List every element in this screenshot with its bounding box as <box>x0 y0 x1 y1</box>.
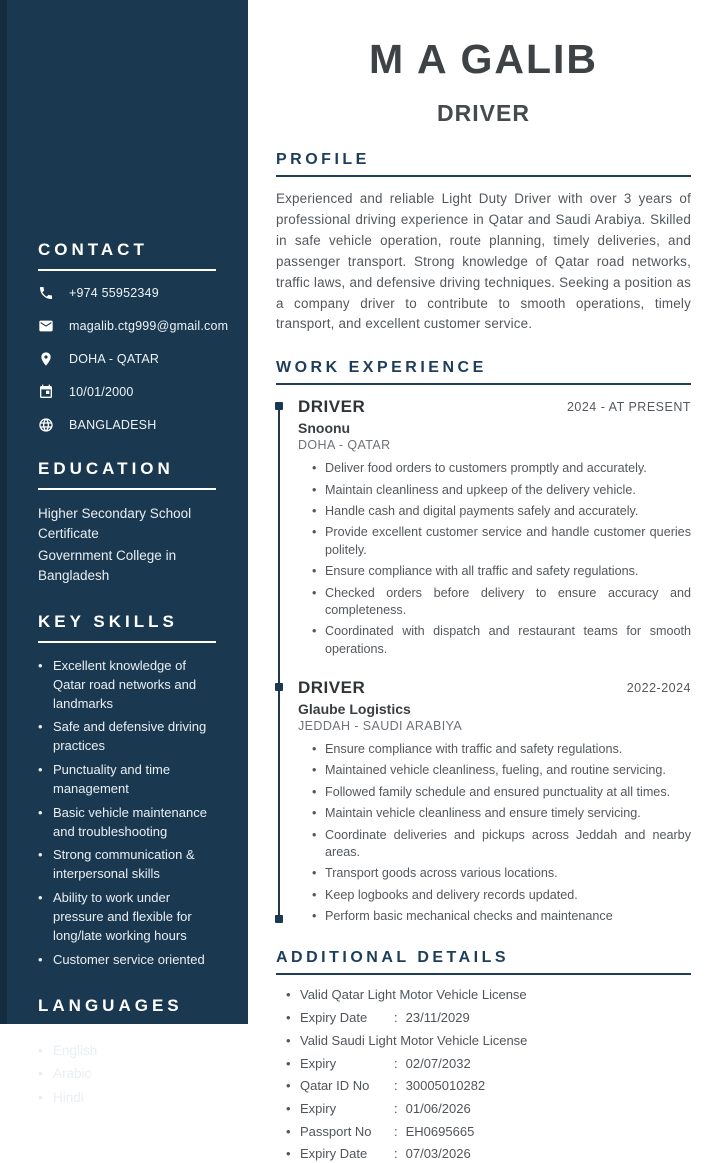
job-bullet: • Ensure compliance with all traffic and safety regulations. <box>312 563 691 580</box>
contact-item-birthdate <box>38 384 216 400</box>
skill-item: • Customer service oriented <box>38 951 216 970</box>
jobs-timeline <box>276 397 691 925</box>
contact-birthdate-text: 10/01/2000 <box>69 385 134 399</box>
detail-label: Expiry Date <box>300 1010 368 1026</box>
education-line: Higher Secondary School Certificate <box>38 506 192 541</box>
education-line: Government College in Bangladesh <box>38 547 177 583</box>
detail-item <box>286 1032 691 1050</box>
job-bullet: • Coordinate deliveries and pickups across Jeddah and nearby areas. <box>312 827 691 862</box>
profile-text: Experienced and reliable Light Duty Driver with over 3 years of professional driving experience in Qatar and Saudi Arabiya. Skilled in safe vehicle operation, route planning, timely deliveries, and passenger transport. Strong knowledge of Qatar road networks, traffic laws, and defensive driving techniques. Seeking a position as a company driver to contribute to smooth operations, timely transport, and excellent customer service. <box>276 191 691 332</box>
candidate-name: M A GALIB <box>368 36 599 82</box>
detail-separator: : <box>394 1078 398 1094</box>
contact-item-phone <box>38 285 216 301</box>
languages-section <box>38 996 216 1108</box>
job-title: DRIVER <box>298 678 366 698</box>
detail-label: Expiry <box>300 1055 337 1071</box>
detail-value: 30005010282 <box>405 1078 486 1094</box>
job-company: Snoonu <box>298 420 351 437</box>
contact-item-email <box>38 318 229 334</box>
detail-item <box>286 986 691 1004</box>
education-section <box>38 459 216 586</box>
language-item: • Arabic <box>38 1064 216 1084</box>
detail-value: EH0695665 <box>405 1123 475 1139</box>
additional-details-heading: ADDITIONAL DETAILS <box>276 949 691 975</box>
detail-label: Expiry <box>300 1100 337 1116</box>
detail-separator: : <box>394 1055 398 1071</box>
work-experience-section <box>276 359 691 925</box>
job-location: DOHA - QATAR <box>298 438 391 453</box>
job-bullet: • Transport goods across various locations. <box>312 865 691 882</box>
work-experience-heading: WORK EXPERIENCE <box>276 359 691 385</box>
detail-item <box>286 1077 691 1095</box>
detail-separator: : <box>394 1010 398 1026</box>
detail-item <box>286 1123 691 1141</box>
job-date: 2022-2024 <box>626 681 691 696</box>
contact-item-nationality <box>38 417 216 433</box>
language-item: • English <box>38 1041 216 1061</box>
contact-phone-text: +974 55952349 <box>69 286 159 300</box>
key-skills-section <box>38 612 216 970</box>
candidate-role: DRIVER <box>437 100 530 126</box>
envelope-icon <box>38 318 54 334</box>
calendar-icon <box>38 384 54 400</box>
key-skills-list <box>38 657 216 970</box>
job-bullet: • Deliver food orders to customers promptly and accurately. <box>312 460 691 477</box>
detail-item <box>286 1009 691 1027</box>
job-bullet: • Maintain cleanliness and upkeep of the delivery vehicle. <box>312 482 691 499</box>
main-content <box>248 0 725 1162</box>
detail-item <box>286 1145 691 1163</box>
job-bullet: • Followed family schedule and ensured punctuality at all times. <box>312 784 691 801</box>
detail-value: 07/03/2026 <box>405 1146 471 1162</box>
contact-section <box>38 240 229 433</box>
job-header <box>298 678 691 698</box>
skill-item: • Strong communication & interpersonal skills <box>38 846 216 884</box>
job-bullet: • Keep logbooks and delivery records updated. <box>312 887 691 904</box>
detail-label: Valid Qatar Light Motor Vehicle License <box>300 987 527 1003</box>
skill-item: • Basic vehicle maintenance and troubleshooting <box>38 804 216 842</box>
skill-item: • Ability to work under pressure and flexible for long/late working hours <box>38 889 216 946</box>
detail-separator: : <box>394 1100 398 1116</box>
detail-label: Qatar ID No <box>300 1078 370 1094</box>
skill-item: • Safe and defensive driving practices <box>38 718 216 756</box>
job-bullets <box>298 460 691 658</box>
detail-separator: : <box>394 1123 398 1139</box>
contact-nationality-text: BANGLADESH <box>69 418 157 432</box>
job-entry-snoonu <box>298 397 691 658</box>
job-bullet: • Perform basic mechanical checks and maintenance <box>312 908 691 925</box>
contact-heading: CONTACT <box>38 240 216 271</box>
detail-item <box>286 1055 691 1073</box>
language-item: • Hindi <box>38 1088 216 1108</box>
detail-separator: : <box>394 1146 398 1162</box>
detail-label: Valid Saudi Light Motor Vehicle License <box>300 1032 528 1048</box>
additional-details-section <box>276 949 691 1163</box>
job-title: DRIVER <box>298 397 366 417</box>
job-company: Glaube Logistics <box>298 701 411 718</box>
skill-item: • Punctuality and time management <box>38 761 216 799</box>
sidebar <box>0 0 248 1105</box>
globe-icon <box>38 417 54 433</box>
profile-heading: PROFILE <box>276 151 691 177</box>
contact-location-text: DOHA - QATAR <box>69 352 160 366</box>
timeline-line <box>278 406 280 921</box>
job-bullets <box>298 741 691 925</box>
job-header <box>298 397 691 417</box>
skill-item: • Excellent knowledge of Qatar road networks and landmarks <box>38 657 216 714</box>
profile-section <box>276 151 691 335</box>
detail-value: 01/06/2026 <box>405 1100 471 1116</box>
location-pin-icon <box>38 351 54 367</box>
job-bullet: • Ensure compliance with traffic and safety regulations. <box>312 741 691 758</box>
job-bullet: • Handle cash and digital payments safely and accurately. <box>312 503 691 520</box>
job-bullet: • Maintain vehicle cleanliness and ensure timely servicing. <box>312 805 691 822</box>
detail-label: Passport No <box>300 1123 372 1139</box>
contact-email-text: magalib.ctg999@gmail.com <box>69 319 229 333</box>
key-skills-heading: KEY SKILLS <box>38 612 216 643</box>
job-bullet: • Provide excellent customer service and handle customer queries politely. <box>312 524 691 559</box>
job-bullet: • Maintained vehicle cleanliness, fueling, and routine servicing. <box>312 762 691 779</box>
phone-icon <box>38 285 54 301</box>
detail-label: Expiry Date <box>300 1146 368 1162</box>
job-date: 2024 - AT PRESENT <box>566 400 691 415</box>
detail-value: 02/07/2032 <box>405 1055 471 1071</box>
education-heading: EDUCATION <box>38 459 216 490</box>
additional-details-list <box>276 986 691 1163</box>
job-bullet: • Checked orders before delivery to ensure accuracy and completeness. <box>312 585 691 620</box>
detail-value: 23/11/2029 <box>405 1010 470 1026</box>
detail-item <box>286 1100 691 1118</box>
job-entry-glaube-logistics <box>298 678 691 925</box>
languages-list <box>38 1041 216 1108</box>
job-bullet: • Coordinated with dispatch and restaurant teams for smooth operations. <box>312 623 691 658</box>
languages-heading: LANGUAGES <box>38 996 216 1027</box>
contact-item-location <box>38 351 216 367</box>
job-location: JEDDAH - SAUDI ARABIYA <box>298 719 463 734</box>
